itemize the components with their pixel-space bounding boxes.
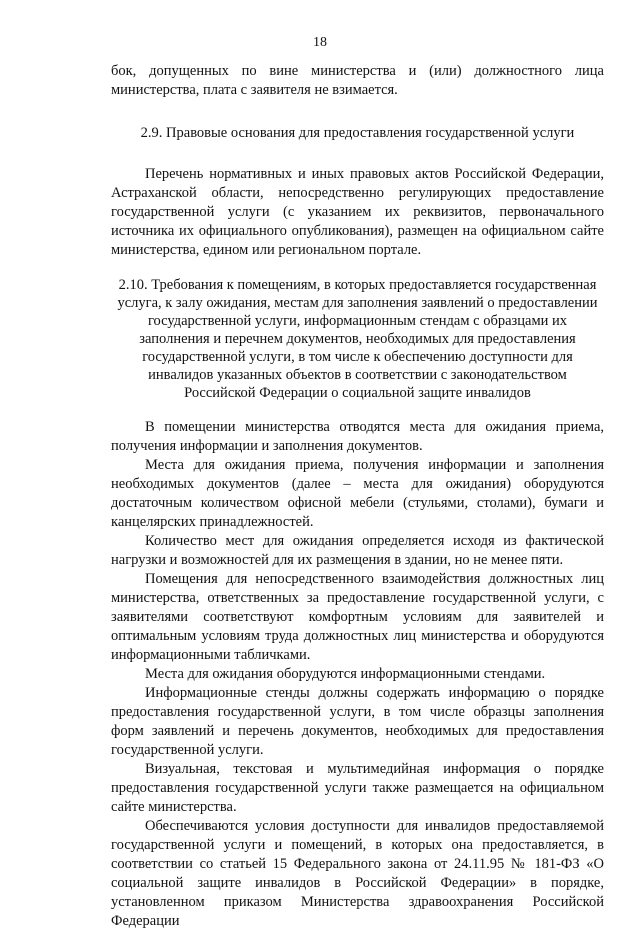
- page-content: [111, 62, 604, 931]
- paragraph: Количество мест для ожидания определяется исходя из фактической нагрузки и возможностей для их размещения в здании, но не менее пяти.: [111, 533, 604, 568]
- continued-paragraph: бок, допущенных по вине министерства и (или) должностного лица министерства, плата с заявителя не взимается.: [111, 63, 604, 98]
- page-number: 18: [313, 35, 327, 50]
- section-2-9-text: Перечень нормативных и иных правовых актов Российской Федерации, Астраханской области, непосредственно регулирующих предоставление государственной услуги (с указанием их реквизитов, первоначального источника их официального опубликования), размещен на официальном сайте министерства, едином или региональном портале.: [111, 166, 604, 258]
- paragraph: Места для ожидания оборудуются информационными стендами.: [145, 666, 546, 682]
- paragraph: Информационные стенды должны содержать информацию о порядке предоставления государственной услуги, в том числе образцы заполнения форм заявлений и перечень документов, необходимых для предоставления государственной услуги.: [111, 685, 604, 758]
- paragraph: Обеспечиваются условия доступности для инвалидов предоставляемой государственной услуги и помещений, в которых она предоставляется, в соответствии со статьей 15 Федерального закона от 24.11.95 № 181-ФЗ «О социальной защите инвалидов в Российской Федерации» в порядке, установленном приказом Министерства здравоохранения Российской Федерации: [111, 818, 604, 929]
- paragraph: В помещении министерства отводятся места для ожидания приема, получения информации и заполнения документов.: [111, 419, 604, 454]
- section-2-10-heading: 2.10. Требования к помещениям, в которых предоставляется государственная услуга, к залу ожидания, местам для заполнения заявлений о предоставлении государственной услуги, информационным стендам с образцами их заполнения и перечнем документов, необходимых для предоставления государственной услуги, в том числе к обеспечению доступности для инвалидов указанных объектов в соответствии с законодательством Российской Федерации о социальной защите инвалидов: [117, 277, 598, 401]
- paragraph: Места для ожидания приема, получения информации и заполнения необходимых документов (далее – места для ожидания) оборудуются достаточным количеством офисной мебели (стульями, столами), бумаги и канцелярских принадлежностей.: [111, 457, 604, 530]
- section-2-9-heading: 2.9. Правовые основания для предоставления государственной услуги: [140, 125, 575, 141]
- paragraph: Визуальная, текстовая и мультимедийная информация о порядке предоставления государственной услуги также размещается на официальном сайте министерства.: [111, 761, 604, 815]
- paragraph: Помещения для непосредственного взаимодействия должностных лиц министерства, ответственных за предоставление государственной услуги, с заявителями соответствуют комфортным условиям для заявителей и оптимальным условиям труда должностных лиц министерства и оборудуются информационными табличками.: [111, 571, 604, 663]
